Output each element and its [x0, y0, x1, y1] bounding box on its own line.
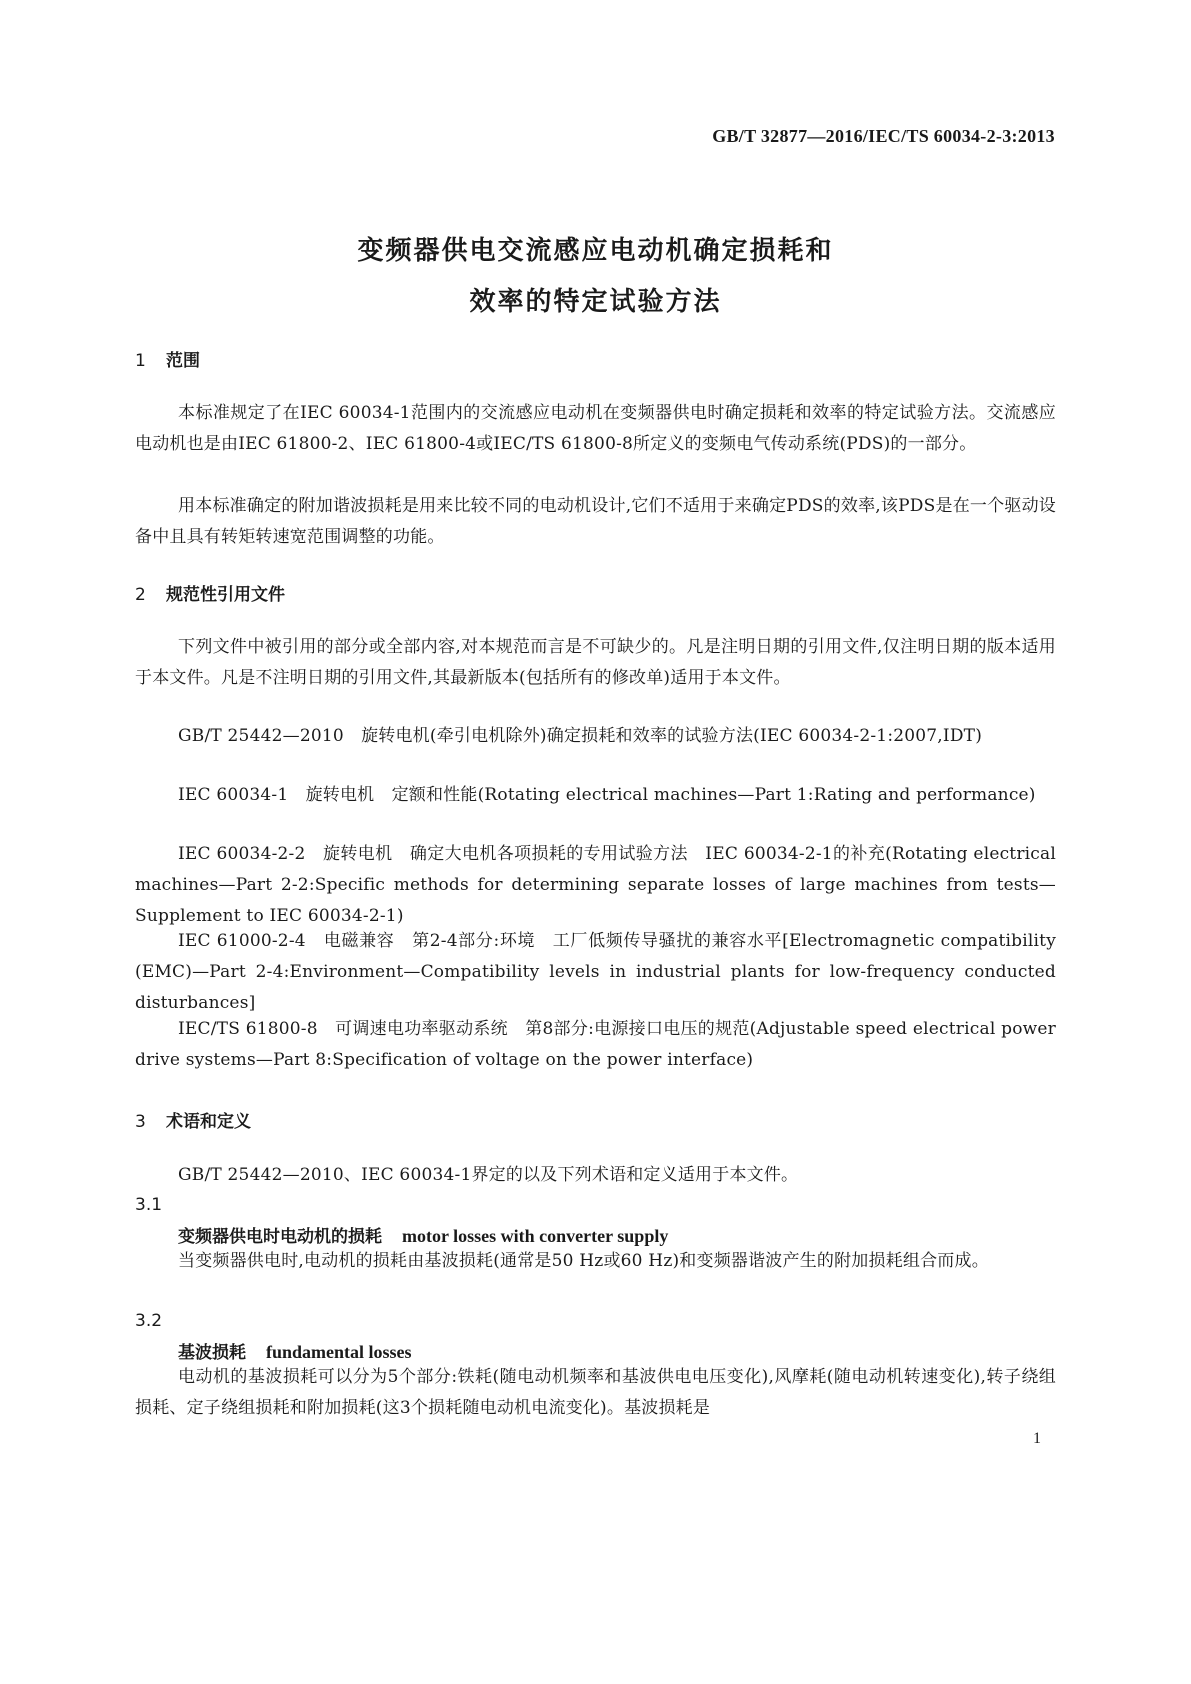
term-definition: 当变频器供电时,电动机的损耗由基波损耗(通常是50 Hz或60 Hz)和变频器谐波产生的附加损耗组合而成。 [178, 1251, 989, 1271]
reference-item: IEC 60034-2-2 旋转电机 确定大电机各项损耗的专用试验方法 IEC 60034-2-1的补充(Rotating electrical machines—Part 2-2:Specific methods for determining separate losses of large machines from tests—Supplement to IEC 60034-2-1) [135, 844, 1056, 926]
reference-item: GB/T 25442—2010 旋转电机(牵引电机除外)确定损耗和效率的试验方法(IEC 60034-2-1:2007,IDT) [178, 726, 983, 746]
title-line-2: 效率的特定试验方法 [469, 287, 722, 317]
section-number: 3 [135, 1112, 146, 1132]
section-number: 2 [135, 585, 146, 605]
section-title: 规范性引用文件 [166, 585, 285, 605]
section-title: 范围 [166, 351, 200, 371]
document-title [0, 226, 1191, 328]
section-3-heading [135, 1107, 251, 1132]
terms-intro: GB/T 25442—2010、IEC 60034-1界定的以及下列术语和定义适用于本文件。 [178, 1165, 799, 1185]
term-number: 3.1 [135, 1195, 163, 1215]
term-definition: 电动机的基波损耗可以分为5个部分:铁耗(随电动机频率和基波供电电压变化),风摩耗(随电动机转速变化),转子绕组损耗、定子绕组损耗和附加损耗(这3个损耗随电动机电流变化)。基波损耗是 [135, 1367, 1056, 1418]
term-name-cn: 基波损耗 [178, 1343, 246, 1363]
reference-item: IEC/TS 61800-8 可调速电功率驱动系统 第8部分:电源接口电压的规范(Adjustable speed electrical power drive systems—Part 8:Specification of voltage on the power interface) [135, 1019, 1056, 1070]
scope-paragraph-1: 本标准规定了在IEC 60034-1范围内的交流感应电动机在变频器供电时确定损耗和效率的特定试验方法。交流感应电动机也是由IEC 61800-2、IEC 61800-4或IEC/TS 61800-8所定义的变频电气传动系统(PDS)的一部分。 [135, 403, 1056, 454]
page-number: 1 [1033, 1430, 1041, 1447]
references-intro: 下列文件中被引用的部分或全部内容,对本规范而言是不可缺少的。凡是注明日期的引用文件,仅注明日期的版本适用于本文件。凡是不注明日期的引用文件,其最新版本(包括所有的修改单)适用于本文件。 [135, 637, 1056, 688]
term-name [178, 1338, 412, 1363]
section-number: 1 [135, 351, 146, 371]
term-number: 3.2 [135, 1311, 163, 1331]
section-1-heading [135, 346, 200, 371]
term-name-cn: 变频器供电时电动机的损耗 [178, 1227, 382, 1247]
section-2-heading [135, 580, 285, 605]
title-line-1: 变频器供电交流感应电动机确定损耗和 [357, 236, 834, 266]
reference-item: IEC 60034-1 旋转电机 定额和性能(Rotating electrical machines—Part 1:Rating and performance) [178, 785, 1036, 805]
scope-paragraph-2: 用本标准确定的附加谐波损耗是用来比较不同的电动机设计,它们不适用于来确定PDS的效率,该PDS是在一个驱动设备中且具有转矩转速宽范围调整的功能。 [135, 496, 1056, 547]
standard-code: GB/T 32877—2016/IEC/TS 60034-2-3:2013 [712, 126, 1055, 146]
section-title: 术语和定义 [166, 1112, 251, 1132]
term-name [178, 1222, 668, 1247]
term-name-en: motor losses with converter supply [402, 1226, 669, 1246]
reference-item: IEC 61000-2-4 电磁兼容 第2-4部分:环境 工厂低频传导骚扰的兼容水平[Electromagnetic compatibility (EMC)—Part 2-4:Environment—Compatibility levels in industrial plants for low-frequency conducted disturbances] [135, 931, 1056, 1013]
term-name-en: fundamental losses [266, 1342, 412, 1362]
